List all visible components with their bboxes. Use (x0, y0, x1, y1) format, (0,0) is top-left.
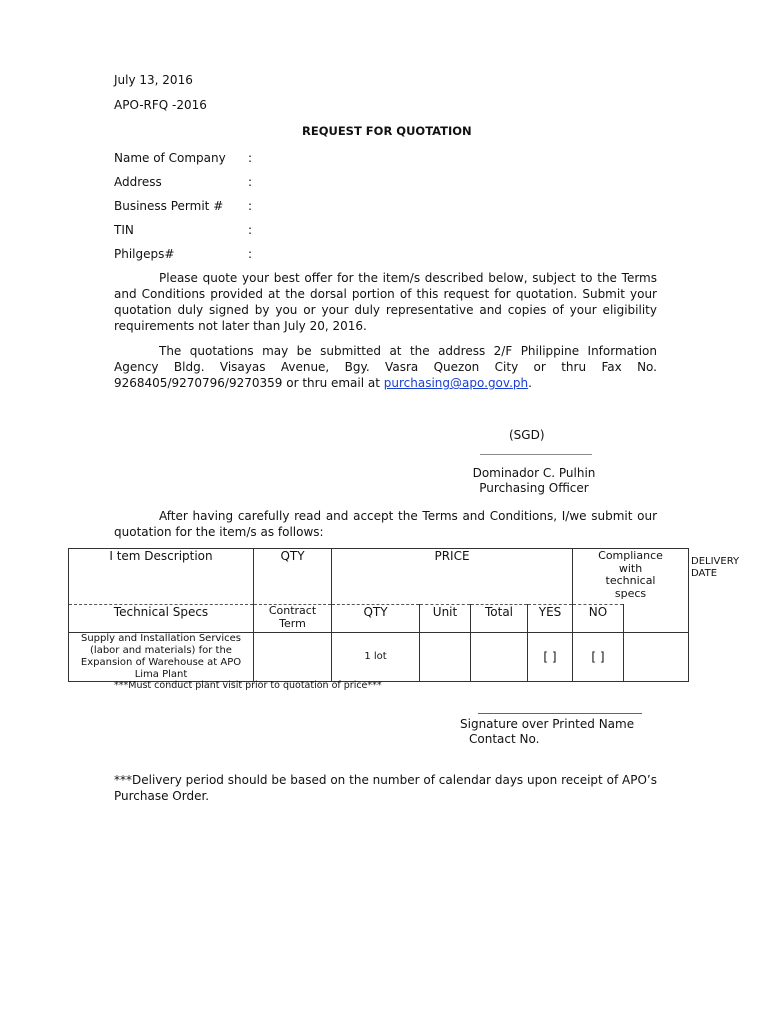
signatory-position: Purchasing Officer (479, 481, 589, 495)
header-compliance: Compliance with technical specs (573, 549, 689, 605)
header-total: Total (471, 605, 528, 633)
signature-line (480, 454, 592, 455)
instructions-paragraph: Please quote your best offer for the item/s described below, subject to the Terms and Conditions provided at the dorsal portion of this request for quotation. Submit your quotation duly signed by you or your duly representative and copies of your eligibility requirements not later than July 20, 2016. (114, 271, 657, 333)
header-item-description: I tem Description (69, 549, 254, 605)
field-label-business-permit: Business Permit # (114, 199, 224, 213)
reference-number: APO-RFQ -2016 (114, 98, 207, 112)
supplier-signature-line (478, 713, 642, 714)
acceptance-paragraph: After having carefully read and accept the Terms and Conditions, I/we submit our quotation for the item/s as follows: (114, 509, 657, 539)
field-colon: : (248, 199, 253, 213)
email-link[interactable]: purchasing@apo.gov.ph (383, 376, 529, 390)
supplier-signature-label: Signature over Printed Name (460, 717, 635, 731)
document-title: REQUEST FOR QUOTATION (302, 124, 472, 138)
row-delivery-date (624, 633, 689, 682)
header-technical-specs: Technical Specs (69, 605, 254, 633)
supplier-contact-label: Contact No. (469, 732, 540, 746)
header-price-qty: QTY (332, 605, 420, 633)
header-qty: QTY (254, 549, 332, 605)
field-label-company: Name of Company (114, 151, 226, 165)
field-colon: : (248, 151, 253, 165)
delivery-note: ***Delivery period should be based on the number of calendar days upon receipt of APO’s Purchase Order. (114, 773, 657, 803)
row-unit (420, 633, 471, 682)
quotation-table: I tem Description QTY PRICE Compliance with technical specs DELIVERY DATE Technical Specs Contract Term QTY Unit Total YES NO Supply and Installation Services (labor and materials) for the Expansion of Warehouse at APO Lima Plant 1 lot [ ] [ ] (68, 548, 689, 682)
row-contract-term (254, 633, 332, 682)
header-no: NO (573, 605, 624, 633)
row-qty: 1 lot (332, 633, 420, 682)
row-yes-checkbox[interactable]: [ ] (528, 633, 573, 682)
header-yes: YES (528, 605, 573, 633)
header-contract-term: Contract Term (254, 605, 332, 633)
row-item-description: Supply and Installation Services (labor and materials) for the Expansion of Warehouse at APO Lima Plant (69, 633, 254, 682)
field-label-philgeps: Philgeps# (114, 247, 175, 261)
field-label-tin: TIN (114, 223, 134, 237)
field-colon: : (248, 247, 253, 261)
submission-end: . (528, 376, 532, 390)
table-row (69, 633, 689, 682)
submission-paragraph (114, 343, 657, 391)
submission-text: The quotations may be submitted at the address 2/F Philippine Information Agency Bldg. Visayas Avenue, Bgy. Vasra Quezon City or thru Fax No. 9268405/9270796/9270359 or thru email at (114, 344, 657, 390)
row-no-checkbox[interactable]: [ ] (573, 633, 624, 682)
field-colon: : (248, 223, 253, 237)
row-total (471, 633, 528, 682)
table-note: ***Must conduct plant visit prior to quotation of price*** (114, 680, 382, 691)
field-label-address: Address (114, 175, 162, 189)
field-colon: : (248, 175, 253, 189)
signatory-name: Dominador C. Pulhin (472, 466, 596, 480)
sgd-mark: (SGD) (509, 428, 545, 442)
letter-date: July 13, 2016 (114, 73, 193, 87)
header-unit: Unit (420, 605, 471, 633)
header-price: PRICE (332, 549, 573, 605)
